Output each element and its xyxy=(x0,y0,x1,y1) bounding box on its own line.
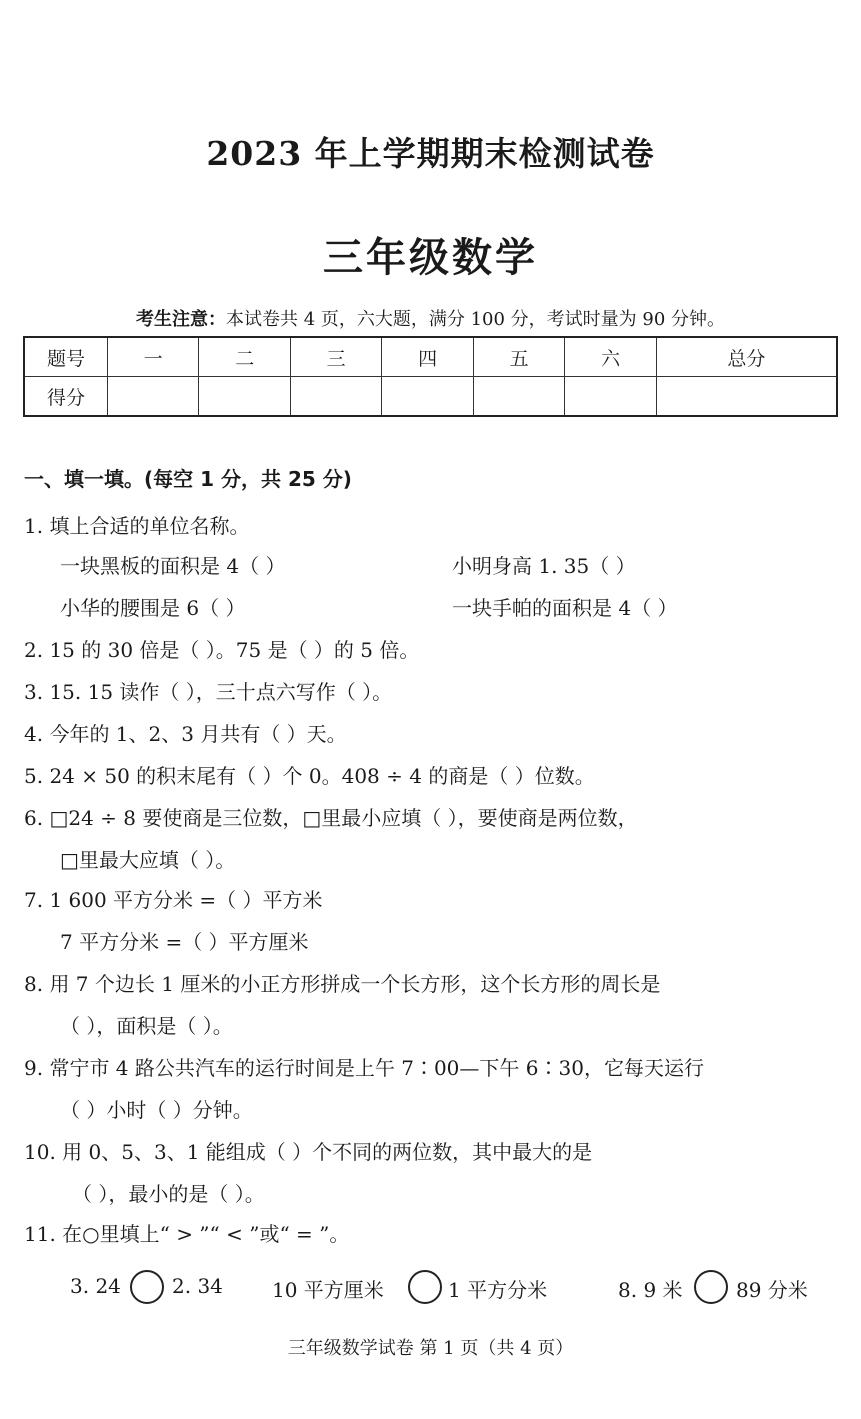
score-input-cell[interactable] xyxy=(656,377,837,417)
exam-notice xyxy=(0,305,861,331)
compare-2-right: 1 平方分米 xyxy=(448,1278,548,1302)
section-heading: 一、填一填。(每空 1 分，共 25 分) xyxy=(24,467,352,491)
question-9a: 9. 常宁市 4 路公共汽车的运行时间是上午 7∶00—下午 6∶30，它每天运行 xyxy=(24,1056,704,1080)
score-input-cell[interactable] xyxy=(108,377,199,417)
question-4: 4. 今年的 1、2、3 月共有（ ）天。 xyxy=(24,722,347,746)
score-input-cell[interactable] xyxy=(199,377,290,417)
score-table-score-row xyxy=(24,377,837,417)
question-6a: 6. □24 ÷ 8 要使商是三位数，□里最小应填（ ），要使商是两位数， xyxy=(24,806,638,830)
question-10a: 10. 用 0、5、3、1 能组成（ ）个不同的两位数，其中最大的是 xyxy=(24,1140,593,1164)
notice-label: 考生注意： xyxy=(135,309,226,330)
question-6b: □里最大应填（ ）。 xyxy=(60,848,236,872)
notice-text: 本试卷共 4 页，六大题，满分 100 分，考试时量为 90 分钟。 xyxy=(225,309,726,330)
compare-1-right: 2. 34 xyxy=(172,1274,223,1298)
score-table-header-row xyxy=(24,337,837,377)
question-8a: 8. 用 7 个边长 1 厘米的小正方形拼成一个长方形，这个长方形的周长是 xyxy=(24,972,661,996)
score-input-cell[interactable] xyxy=(473,377,564,417)
score-table-cell: 四 xyxy=(382,337,473,377)
question-7b: 7 平方分米 =（ ）平方厘米 xyxy=(60,930,309,954)
score-row-label: 得分 xyxy=(24,377,108,417)
score-table xyxy=(23,336,838,417)
question-8b: （ ），面积是（ ）。 xyxy=(60,1014,233,1038)
compare-3-right: 89 分米 xyxy=(736,1278,808,1302)
question-2: 2. 15 的 30 倍是（ ）。75 是（ ）的 5 倍。 xyxy=(24,638,420,662)
question-9b: （ ）小时（ ）分钟。 xyxy=(60,1098,253,1122)
compare-circle-1[interactable] xyxy=(130,1270,164,1304)
compare-circle-3[interactable] xyxy=(694,1270,728,1304)
score-table-cell: 五 xyxy=(473,337,564,377)
question-7a: 7. 1 600 平方分米 =（ ）平方米 xyxy=(24,888,323,912)
score-table-cell: 总分 xyxy=(656,337,837,377)
compare-circle-2[interactable] xyxy=(408,1270,442,1304)
question-3: 3. 15. 15 读作（ ），三十点六写作（ ）。 xyxy=(24,680,393,704)
question-11: 11. 在○里填上“ > ”“ < ”或“ = ”。 xyxy=(24,1222,350,1246)
score-table-cell: 一 xyxy=(108,337,199,377)
score-table-cell: 三 xyxy=(290,337,381,377)
page-footer: 三年级数学试卷 第 1 页（共 4 页） xyxy=(287,1338,574,1359)
score-input-cell[interactable] xyxy=(565,377,656,417)
question-1c: 小华的腰围是 6（ ） xyxy=(60,596,246,620)
score-input-cell[interactable] xyxy=(290,377,381,417)
question-1d: 一块手帕的面积是 4（ ） xyxy=(452,596,678,620)
score-table-cell: 题号 xyxy=(24,337,108,377)
score-input-cell[interactable] xyxy=(382,377,473,417)
compare-1-left: 3. 24 xyxy=(70,1274,121,1298)
subject-title: 三年级数学 xyxy=(323,235,538,281)
compare-3-left: 8. 9 米 xyxy=(618,1278,683,1302)
score-table-cell: 六 xyxy=(565,337,656,377)
question-1: 1. 填上合适的单位名称。 xyxy=(24,514,250,538)
question-1a: 一块黑板的面积是 4（ ） xyxy=(60,554,286,578)
question-5: 5. 24 × 50 的积末尾有（ ）个 0。408 ÷ 4 的商是（ ）位数。 xyxy=(24,764,595,788)
compare-2-left: 10 平方厘米 xyxy=(272,1278,384,1302)
question-10b: （ ），最小的是（ ）。 xyxy=(72,1182,265,1206)
exam-title: 2023 年上学期期末检测试卷 xyxy=(206,134,655,173)
score-table-cell: 二 xyxy=(199,337,290,377)
question-1b: 小明身高 1. 35（ ） xyxy=(452,554,636,578)
